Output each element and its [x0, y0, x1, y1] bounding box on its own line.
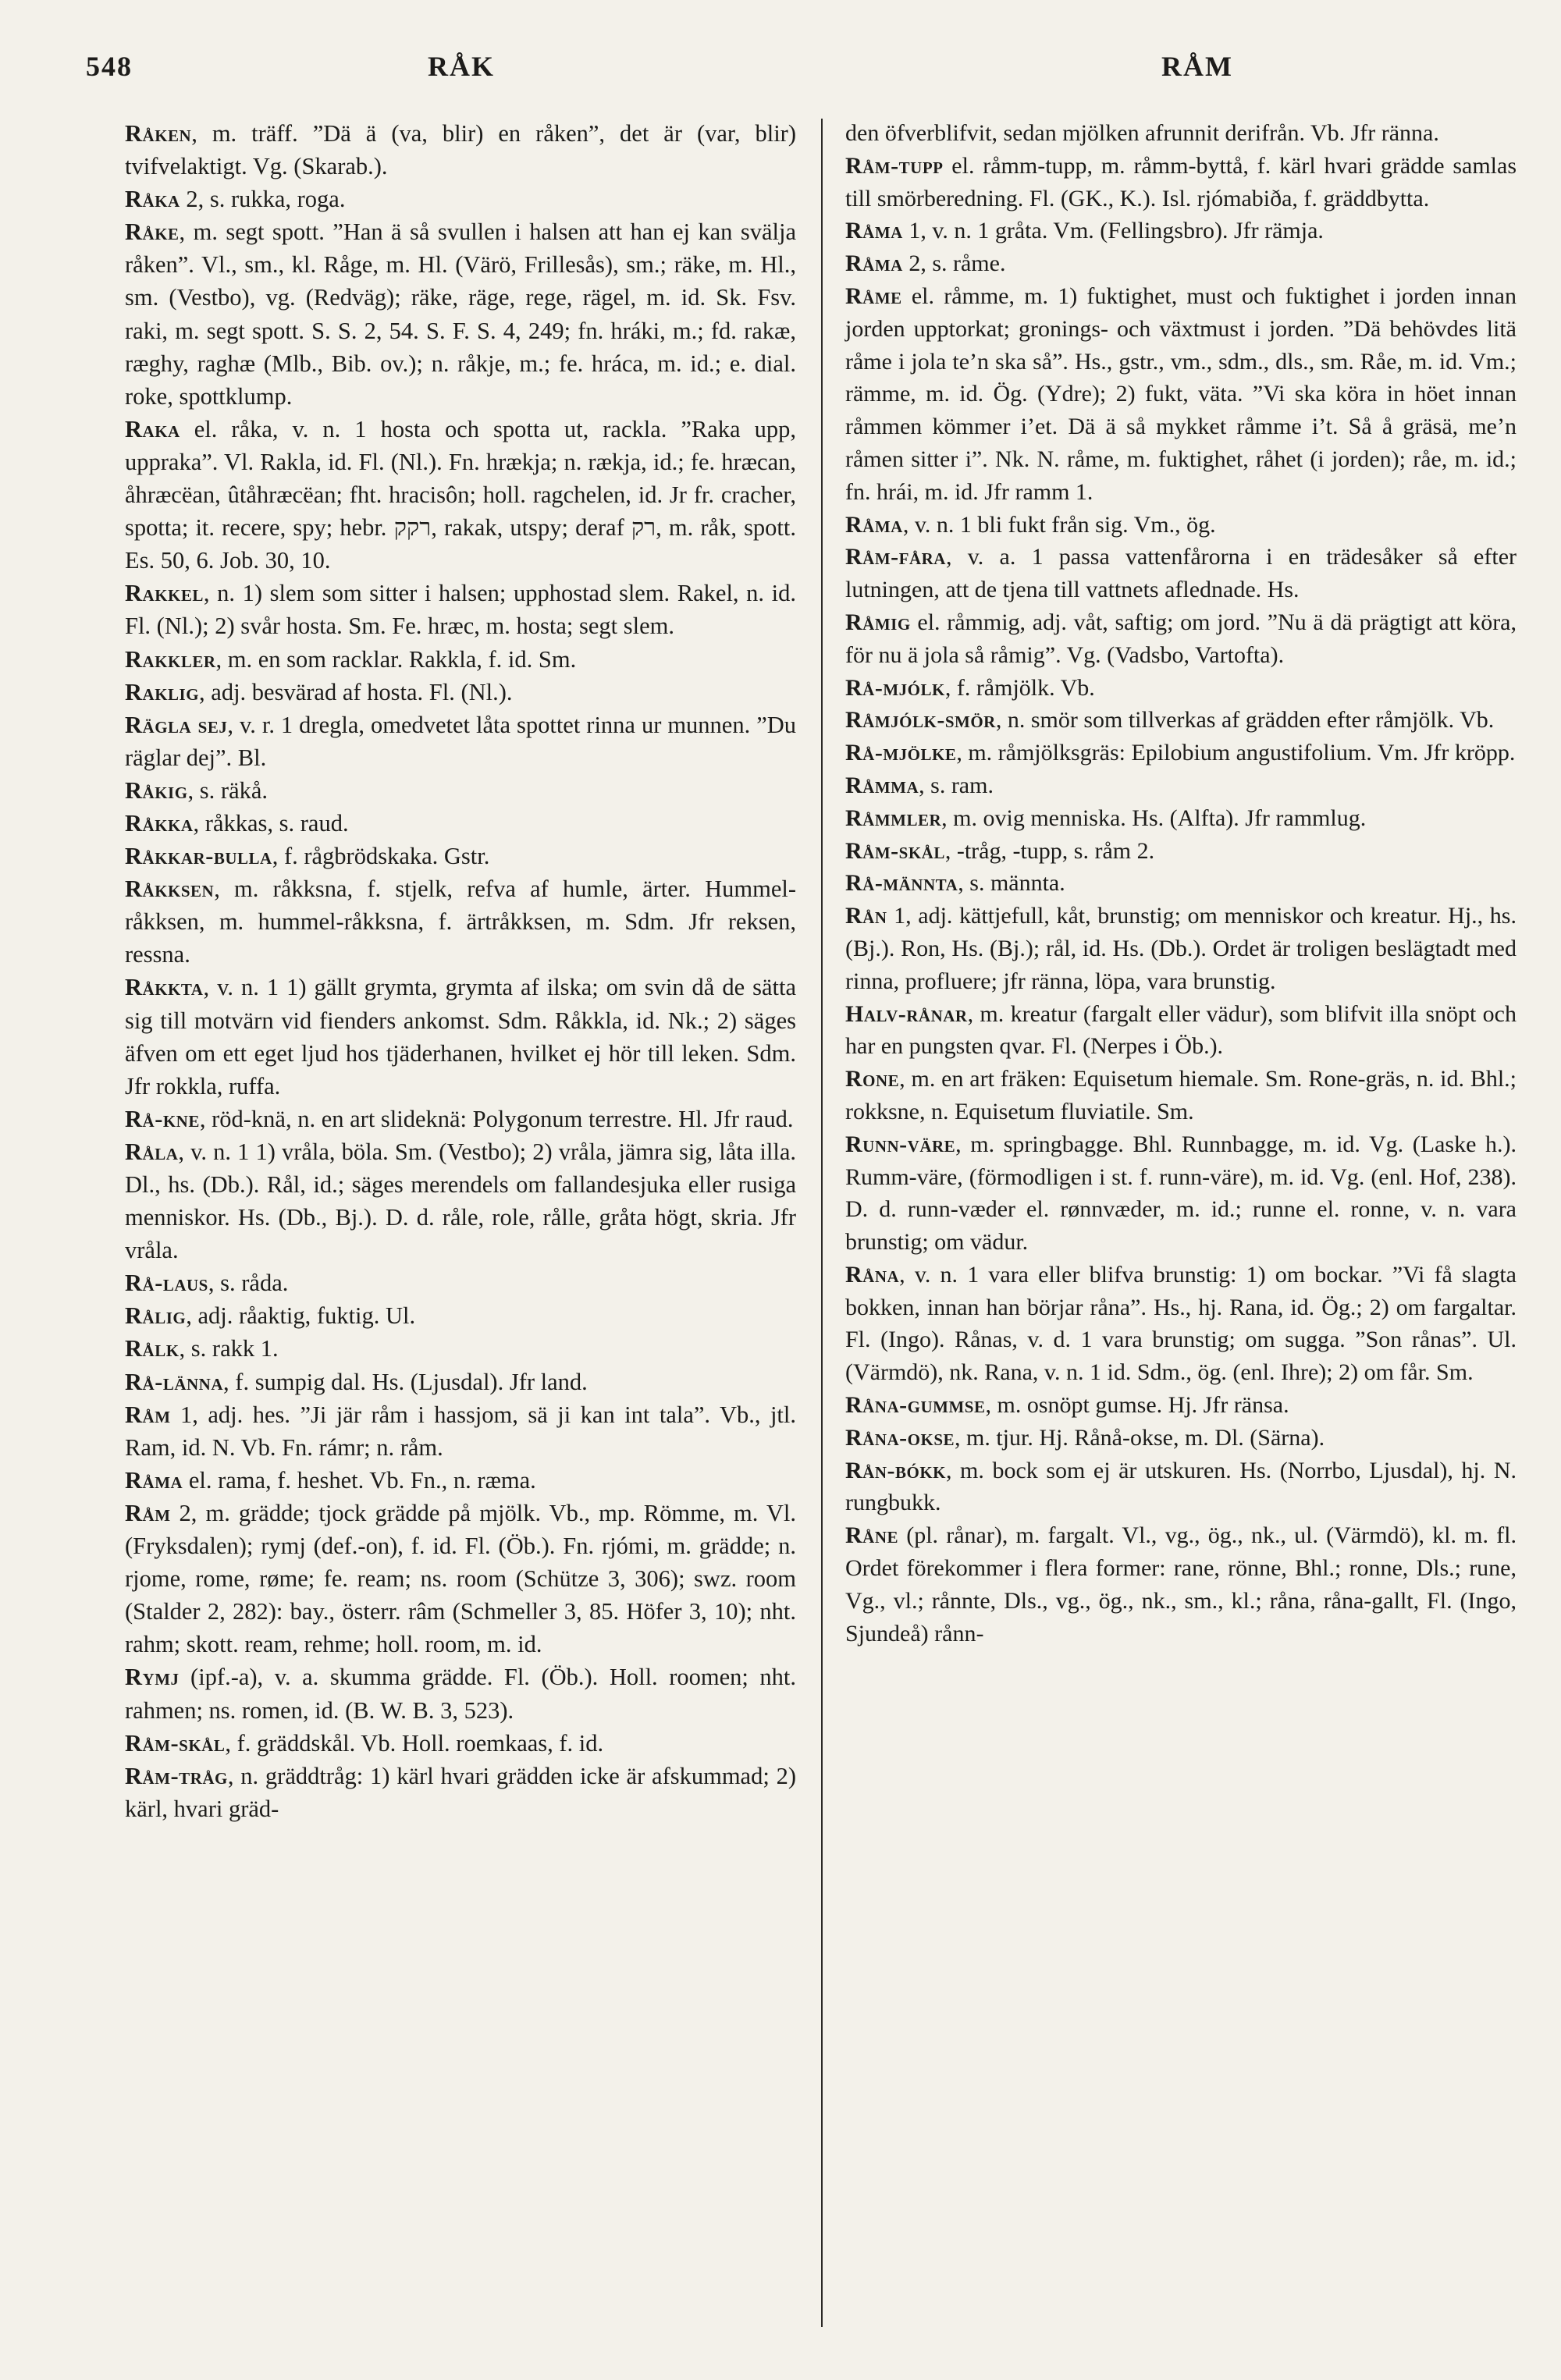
entry-headword: Råma [845, 250, 903, 277]
entry-definition: , f. gräddskål. Vb. Holl. roemkaas, f. id. [225, 1729, 604, 1757]
entry-headword: Rägla sej [125, 711, 228, 738]
dictionary-entry [125, 1661, 796, 1726]
entry-definition: , m. segt spott. ”Han ä så svullen i halsen att han ej kan svälja råken”. Vl., sm., kl. Råge, m. Hl. (Värö, Frillesås), sm.; räke, m. Hl., sm. (Vestbo), vg. (Redväg); räke, räge, rege, rägel, m. id. Sk. Fsv. raki, m. segt spott. S. S. 2, 54. S. F. S. 4, 249; fn. hráki, m.; fd. rakæ, ræghy, raghæ (Mlb., Bib. ov.); n. råkje, m.; fe. hráca, m. id.; e. dial. roke, spottklump. [125, 218, 796, 410]
left-column [125, 117, 796, 1825]
entry-definition: , m. kreatur (fargalt eller vädur), som blifvit illa snöpt och har en pungsten qvar. Fl. (Nerpes i Öb.). [845, 1000, 1517, 1060]
entry-headword: Rå-mjólk [845, 674, 945, 701]
entry-headword: Råkka [125, 809, 194, 837]
dictionary-entry [125, 676, 796, 709]
dictionary-entry [125, 117, 796, 183]
dictionary-entry [845, 737, 1517, 769]
entry-definition: , m. springbagge. Bhl. Runnbagge, m. id. Vg. (Laske h.). Rumm-väre, (förmodligen i st. f. runn-väre), m. id. Vg. (enl. Hof, 238). D. d. runn-væder el. rønnvæder, m. id.; runne el. ronne, v. n. vara brunstig; om vädur. [845, 1131, 1517, 1256]
entry-definition: , v. n. 1 vara eller blifva brunstig: 1) om bockar. ”Vi få slagta bokken, innan han börjar råna”. Hs., hj. Rana, id. Ög.; 2) om fargaltar. Fl. (Ingo). Rånas, v. d. 1 vara brunstig; om sugga. ”Son rånas”. Ul. (Värmdö), nk. Rana, v. n. 1 id. Sdm., ög. (enl. Ihre); 2) om får. Sm. [845, 1261, 1517, 1386]
dictionary-entry [845, 509, 1517, 542]
entry-definition: el. råmm-tupp, m. råmm-byttå, f. kärl hvari grädde samlas till smörberedning. Fl. (GK., K.). Isl. rjómabiða, f. gräddbytta. [845, 152, 1517, 211]
entry-definition: , s. männta. [958, 870, 1065, 897]
left-guide-word: RÅK [428, 51, 495, 82]
entry-definition: , n. 1) slem som sitter i halsen; upphostad slem. Rakel, n. id. Fl. (Nl.); 2) svår hosta. Sm. Fe. hræc, m. hosta; segt slem. [125, 580, 796, 640]
entry-headword: Råm-fåra [845, 544, 946, 570]
dictionary-entry [845, 150, 1517, 215]
dictionary-entry [845, 215, 1517, 247]
entry-definition: el. råmme, m. 1) fuktighet, must och fuktighet i jorden innan jorden upptorkat; gronings- och växtmust i jorden. ”Dä behövdes litä råme i jola te’n ska så”. Hs., gstr., vm., sdm., dls., sm. Råe, m. id. Vm.; rämme, m. id. Ög. (Ydre); 2) fukt, väta. ”Vi ska köra in höet innan råmmen kömmer i’et. Dä ä så mykket råmme i’t. Så å gräsä, me’n råmen sitter i”. Nk. N. råme, m. fuktighet, råhet (i jorden); råe, m. id.; fn. hrái, m. id. Jfr ramm 1. [845, 282, 1517, 505]
dictionary-entry [845, 867, 1517, 900]
dictionary-entry [125, 1727, 796, 1760]
entry-headword: Rån [845, 903, 887, 929]
entry-headword: Råm-skål [845, 837, 945, 864]
entry-definition: 1, adj. hes. ”Ji jär råm i hassjom, sä ji kan int tala”. Vb., jtl. Ram, id. N. Vb. Fn. rámr; n. råm. [125, 1401, 796, 1461]
dictionary-entry [125, 709, 796, 774]
entry-headword: Rymj [125, 1664, 180, 1691]
entry-definition: el. råmmig, adj. våt, saftig; om jord. ”Nu ä dä prägtigt att köra, för nu ä jola så råmig”. Vg. (Vadsbo, Vartofta). [845, 609, 1517, 668]
entry-definition: , s. råda. [208, 1270, 289, 1297]
entry-definition: , v. n. 1 1) gällt grymta, grymta af ilska; om svin då de sätta sig till motvärn vid fienders ankomst. Sdm. Råkkla, id. Nk.; 2) säges äfven om ett eget ljud hos tjäderhanen, hvilket ej hör till leken. Sdm. Jfr rokkla, ruffa. [125, 974, 796, 1099]
entry-definition: , m. tjur. Hj. Rånå-okse, m. Dl. (Särna). [955, 1424, 1325, 1451]
entry-headword: Råm-skål [125, 1729, 226, 1757]
entry-headword: Rå-mjölke [845, 740, 957, 766]
entry-definition: , m. träff. ”Dä ä (va, blir) en råken”, det är (var, blir) tvifvelaktigt. Vg. (Skarab.). [125, 120, 796, 180]
entry-definition: den öfverblifvit, sedan mjölken afrunnit derifrån. Vb. Jfr ränna. [845, 120, 1439, 146]
entry-definition: , m. råmjölksgräs: Epilobium angustifolium. Vm. Jfr kröpp. [956, 740, 1516, 766]
dictionary-entry [125, 215, 796, 413]
dictionary-entry [845, 1128, 1517, 1259]
entry-definition: 1, v. n. 1 gråta. Vm. (Fellingsbro). Jfr rämja. [902, 218, 1324, 244]
dictionary-entry [845, 247, 1517, 280]
entry-definition: , n. gräddtråg: 1) kärl hvari grädden icke är afskummad; 2) kärl, hvari gräd- [125, 1762, 796, 1822]
entry-definition: , f. sumpig dal. Hs. (Ljusdal). Jfr land. [223, 1368, 588, 1395]
dictionary-entry [845, 769, 1517, 802]
dictionary-entry [845, 835, 1517, 868]
dictionary-entry [845, 1063, 1517, 1128]
column-divider [821, 119, 823, 2327]
entry-definition: , m. bock som ej är utskuren. Hs. (Norrbo, Ljusdal), hj. N. rungbukk. [845, 1457, 1517, 1516]
entry-headword: Rone [845, 1066, 900, 1092]
dictionary-entry [845, 1455, 1517, 1520]
entry-definition: , v. n. 1 1) vråla, böla. Sm. (Vestbo); 2) vråla, jämra sig, låta illa. Dl., hs. (Db.). Rål, id.; säges merendels om fallandesjuka eller rusiga menniskor. Hs. (Db., Bj.). D. d. råle, role, rålle, gråta högt, skria. Jfr vråla. [125, 1138, 796, 1264]
entry-definition: el. råka, v. n. 1 hosta och spotta ut, rackla. ”Raka upp, uppraka”. Vl. Rakla, id. Fl. (Nl.). Fn. hrækja; n. rækja, id.; fe. hræcan, åhræcëan, ûtåhræcëan; fht. hracisôn; holl. ragchelen, id. Jr fr. cracher, spotta; it. recere, spy; hebr. רקק, rakak, utspy; deraf רק, m. råk, spott. Es. 50, 6. Job. 30, 10. [125, 415, 797, 574]
entry-definition: (ipf.-a), v. a. skumma grädde. Fl. (Öb.). Holl. roomen; nht. rahmen; ns. romen, id. (B. W. B. 3, 523). [125, 1664, 796, 1724]
dictionary-entry [845, 280, 1517, 509]
entry-definition: 2, s. råme. [902, 250, 1006, 277]
entry-headword: Råla [125, 1138, 179, 1165]
entry-headword: Råka [125, 186, 180, 213]
entry-headword: Råken [125, 120, 192, 147]
entry-headword: Rå-laus [125, 1270, 208, 1297]
entry-definition: , m. en som racklar. Rakkla, f. id. Sm. [215, 645, 577, 673]
entry-definition: (pl. rånar), m. fargalt. Vl., vg., ög., nk., ul. (Värmdö), kl. m. fl. Ordet förekommer i flera former: rane, rönne, Bhl.; ronne, Dls.; rune, Vg., vl.; rånnte, Dls., vg., ög., nk., sm., kl.; råna, råna-gallt, Fl. (Ingo, Sjundeå) rånn- [845, 1522, 1517, 1646]
entry-definition: , röd-knä, n. en art slideknä: Polygonum terrestre. Hl. Jfr raud. [199, 1105, 794, 1132]
right-column [845, 117, 1517, 1650]
entry-headword: Råna-gummse [845, 1392, 986, 1419]
entry-headword: Rålk [125, 1335, 180, 1362]
entry-headword: Rakkel [125, 580, 204, 607]
entry-definition: , v. r. 1 dregla, omedvetet låta spottet rinna ur munnen. ”Du räglar dej”. Bl. [125, 711, 797, 771]
dictionary-entry [845, 998, 1517, 1064]
page-header [0, 50, 1561, 97]
dictionary-entry [125, 1332, 796, 1365]
dictionary-entry [125, 1366, 796, 1398]
entry-definition: 2, s. rukka, roga. [180, 186, 346, 213]
dictionary-entry [125, 872, 796, 971]
entry-headword: Raklig [125, 678, 200, 705]
dictionary-entry [125, 774, 796, 807]
dictionary-entry [845, 672, 1517, 705]
entry-definition: , adj. besvärad af hosta. Fl. (Nl.). [199, 678, 513, 705]
entry-headword: Råmma [845, 772, 919, 798]
dictionary-entry [845, 606, 1517, 672]
entry-definition: , n. smör som tillverkas af grädden efter råmjölk. Vb. [995, 707, 1495, 734]
entry-definition: , m. en art fräken: Equisetum hiemale. Sm. Rone-gräs, n. id. Bhl.; rokksne, n. Equisetum fluviatile. Sm. [845, 1066, 1517, 1124]
entry-definition: 2, m. grädde; tjock grädde på mjölk. Vb., mp. Römme, m. Vl. (Fryksdalen); rymj (def.-on), f. id. Fl. (Öb.). Fn. rjómi, m. grädde; n. rjome, rome, røme; fe. ream; ns. room (Schütze 3, 306); swz. room (Stalder 2, 282): bay., österr. râm (Schmeller 3, 85. Höfer 3, 10); nht. rahm; skott. ream, rehme; holl. room, m. id. [125, 1499, 796, 1658]
entry-definition: , s. räkå. [187, 776, 268, 804]
dictionary-entry [125, 1299, 796, 1332]
entry-definition: , s. ram. [919, 772, 994, 798]
dictionary-entry [125, 577, 796, 642]
entry-headword: Rå-kne [125, 1105, 200, 1132]
dictionary-entry [125, 413, 796, 577]
entry-headword: Råme [845, 282, 902, 309]
entry-headword: Råma [845, 218, 903, 244]
entry-headword: Råkig [125, 776, 188, 804]
entry-headword: Råna [845, 1261, 900, 1288]
entry-headword: Råm [125, 1401, 171, 1428]
entry-headword: Råkkta [125, 974, 204, 1001]
entry-headword: Rån-bókk [845, 1457, 946, 1483]
entry-headword: Halv-rånar [845, 1000, 968, 1027]
entry-definition: , råkkas, s. raud. [193, 809, 349, 837]
entry-definition: , adj. råaktig, fuktig. Ul. [186, 1302, 416, 1330]
entry-headword: Råm-tråg [125, 1762, 228, 1789]
entry-definition: , v. n. 1 bli fukt från sig. Vm., ög. [902, 511, 1216, 538]
entry-headword: Råna-okse [845, 1424, 955, 1451]
page-number: 548 [86, 51, 133, 82]
entry-headword: Råmjólk-smör [845, 707, 996, 734]
dictionary-entry [125, 1497, 796, 1661]
entry-definition: , f. råmjölk. Vb. [944, 674, 1095, 701]
dictionary-entry [125, 1398, 796, 1464]
dictionary-entry [845, 1519, 1517, 1650]
entry-definition: , s. rakk 1. [179, 1335, 279, 1362]
dictionary-entry [845, 541, 1517, 606]
dictionary-entry [845, 1389, 1517, 1422]
entry-headword: Råkkar-bulla [125, 843, 272, 870]
dictionary-entry [845, 1422, 1517, 1455]
entry-headword: Råma [845, 511, 903, 538]
entry-headword: Råmmler [845, 805, 942, 831]
dictionary-entry [845, 1259, 1517, 1389]
entry-headword: Råma [125, 1466, 183, 1494]
dictionary-entry [125, 1135, 796, 1266]
entry-headword: Råne [845, 1522, 899, 1549]
dictionary-entry [125, 807, 796, 840]
entry-headword: Råm [125, 1499, 171, 1526]
dictionary-entry [125, 840, 796, 872]
entry-definition: , m. osnöpt gumse. Hj. Jfr ränsa. [985, 1392, 1289, 1419]
entry-headword: Rå-männta [845, 870, 958, 897]
entry-headword: Rå-länna [125, 1368, 224, 1395]
dictionary-entry [125, 1103, 796, 1135]
entry-definition: , v. a. 1 passa vattenfårorna i en trädesåker så efter lutningen, att de tjena till vattnets aflednade. Hs. [845, 544, 1517, 603]
dictionary-entry [125, 971, 796, 1102]
dictionary-entry [125, 643, 796, 676]
entry-definition: , m. ovig menniska. Hs. (Alfta). Jfr rammlug. [941, 805, 1367, 831]
entry-definition: 1, adj. kättjefull, kåt, brunstig; om menniskor och kreatur. Hj., hs. (Bj.). Ron, Hs. (Bj.); rål, id. Hs. (Db.). Ordet är troligen beslägtadt med rinna, profluere; jfr ränna, löpa, vara brunstig. [845, 903, 1517, 994]
dictionary-entry [125, 1760, 796, 1825]
entry-headword: Råm-tupp [845, 152, 944, 179]
dictionary-entry [845, 802, 1517, 835]
dictionary-entry [845, 117, 1517, 150]
dictionary-entry [125, 183, 796, 215]
entry-headword: Rålig [125, 1302, 187, 1330]
entry-headword: Råmig [845, 609, 911, 635]
entry-definition: , -tråg, -tupp, s. råm 2. [944, 837, 1155, 864]
entry-headword: Raka [125, 415, 180, 442]
dictionary-entry [845, 704, 1517, 737]
right-guide-word: RÅM [1161, 51, 1233, 82]
entry-definition: , f. rågbrödskaka. Gstr. [272, 843, 490, 870]
dictionary-entry [845, 900, 1517, 997]
dictionary-entry [125, 1266, 796, 1299]
entry-headword: Runn-väre [845, 1131, 956, 1157]
entry-headword: Rakkler [125, 645, 216, 673]
entry-headword: Råkksen [125, 876, 215, 903]
entry-definition: el. rama, f. heshet. Vb. Fn., n. ræma. [183, 1466, 536, 1494]
dictionary-entry [125, 1464, 796, 1497]
entry-headword: Råke [125, 218, 180, 246]
entry-definition: , m. råkksna, f. stjelk, refva af humle, ärter. Hummel-råkksen, m. hummel-råkksna, f. ärtråkksen, m. Sdm. Jfr reksen, ressna. [125, 876, 796, 968]
